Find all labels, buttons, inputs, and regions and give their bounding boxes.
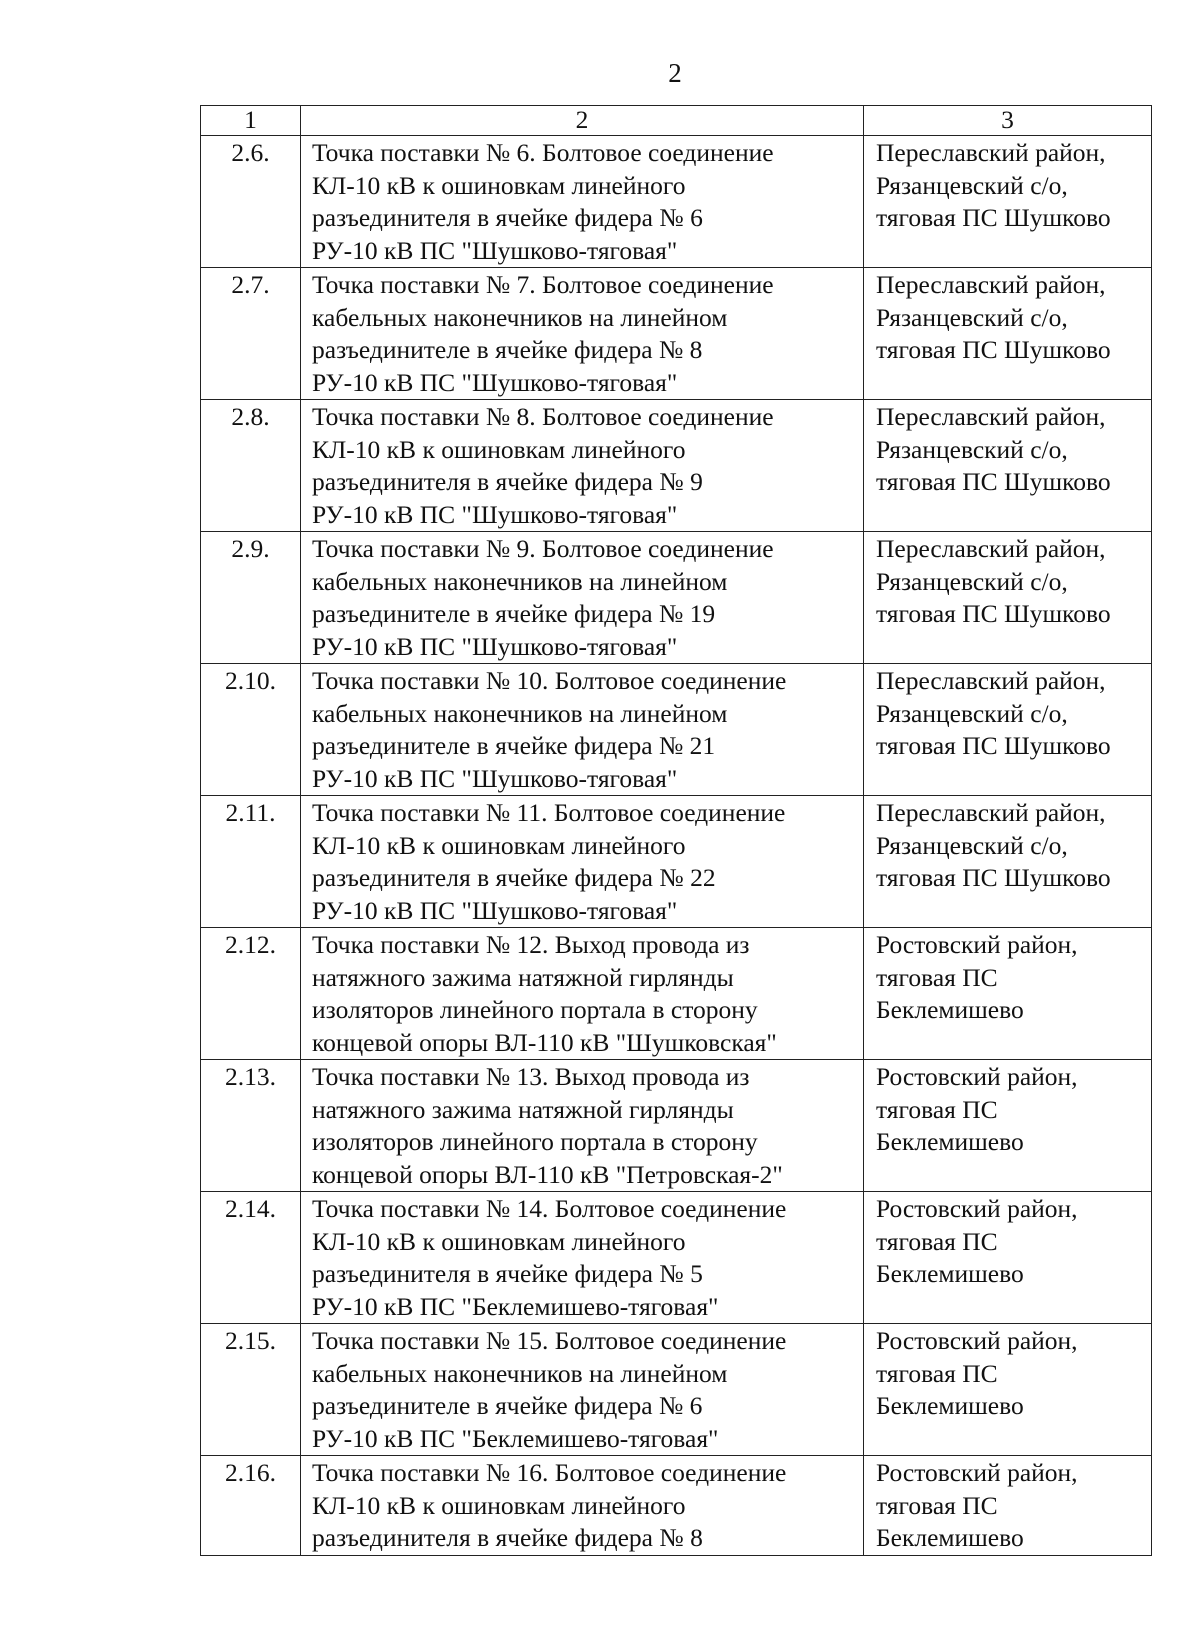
row-number: 2.14. bbox=[225, 1194, 276, 1223]
delivery-point-description: Точка поставки № 14. Болтовое соединение КЛ-10 кВ к ошиновкам линейного разъединителя в ячейке фидера № 5 РУ-10 кВ ПС "Беклемишево-тяговая" bbox=[312, 1194, 787, 1321]
row-number: 2.16. bbox=[225, 1458, 276, 1487]
delivery-point-description: Точка поставки № 13. Выход провода из натяжного зажима натяжной гирлянды изоляторов линейного портала в сторону концевой опоры ВЛ-110 кВ "Петровская-2" bbox=[312, 1062, 783, 1189]
table-row bbox=[201, 1192, 1152, 1324]
row-number: 2.7. bbox=[231, 270, 270, 299]
delivery-point-location: Переславский район, Рязанцевский с/о, тяговая ПС Шушково bbox=[876, 270, 1111, 364]
row-number: 2.12. bbox=[225, 930, 276, 959]
delivery-point-location: Ростовский район, тяговая ПС Беклемишево bbox=[876, 1458, 1078, 1552]
table-header-row bbox=[201, 106, 1152, 136]
column-header-2: 2 bbox=[301, 106, 864, 136]
table-row bbox=[201, 400, 1152, 532]
row-number: 2.15. bbox=[225, 1326, 276, 1355]
delivery-point-location: Ростовский район, тяговая ПС Беклемишево bbox=[876, 1326, 1078, 1420]
column-header-1: 1 bbox=[201, 106, 301, 136]
delivery-point-description: Точка поставки № 8. Болтовое соединение КЛ-10 кВ к ошиновкам линейного разъединителя в ячейке фидера № 9 РУ-10 кВ ПС "Шушково-тяговая" bbox=[312, 402, 774, 529]
table-row bbox=[201, 268, 1152, 400]
table-row bbox=[201, 1456, 1152, 1556]
delivery-points-table bbox=[200, 105, 1152, 1556]
delivery-point-location: Ростовский район, тяговая ПС Беклемишево bbox=[876, 930, 1078, 1024]
row-number: 2.10. bbox=[225, 666, 276, 695]
delivery-point-location: Переславский район, Рязанцевский с/о, тяговая ПС Шушково bbox=[876, 666, 1111, 760]
delivery-point-description: Точка поставки № 6. Болтовое соединение КЛ-10 кВ к ошиновкам линейного разъединителя в ячейке фидера № 6 РУ-10 кВ ПС "Шушково-тяговая" bbox=[312, 138, 774, 265]
delivery-point-location: Переславский район, Рязанцевский с/о, тяговая ПС Шушково bbox=[876, 138, 1111, 232]
table-row bbox=[201, 1324, 1152, 1456]
table-row bbox=[201, 796, 1152, 928]
delivery-point-description: Точка поставки № 11. Болтовое соединение КЛ-10 кВ к ошиновкам линейного разъединителя в ячейке фидера № 22 РУ-10 кВ ПС "Шушково-тяговая" bbox=[312, 798, 786, 925]
delivery-point-location: Переславский район, Рязанцевский с/о, тяговая ПС Шушково bbox=[876, 534, 1111, 628]
table-row bbox=[201, 928, 1152, 1060]
row-number: 2.11. bbox=[225, 798, 276, 827]
delivery-point-description: Точка поставки № 12. Выход провода из натяжного зажима натяжной гирлянды изоляторов линейного портала в сторону концевой опоры ВЛ-110 кВ "Шушковская" bbox=[312, 930, 777, 1057]
row-number: 2.13. bbox=[225, 1062, 276, 1091]
row-number: 2.8. bbox=[231, 402, 270, 431]
delivery-point-location: Ростовский район, тяговая ПС Беклемишево bbox=[876, 1194, 1078, 1288]
table-row bbox=[201, 664, 1152, 796]
table-row bbox=[201, 1060, 1152, 1192]
column-header-3: 3 bbox=[864, 106, 1152, 136]
page-number: 2 bbox=[668, 58, 682, 88]
table-row bbox=[201, 136, 1152, 268]
delivery-point-location: Ростовский район, тяговая ПС Беклемишево bbox=[876, 1062, 1078, 1156]
delivery-point-description: Точка поставки № 9. Болтовое соединение кабельных наконечников на линейном разъединителе в ячейке фидера № 19 РУ-10 кВ ПС "Шушково-тяговая" bbox=[312, 534, 774, 661]
delivery-point-description: Точка поставки № 10. Болтовое соединение кабельных наконечников на линейном разъединителе в ячейке фидера № 21 РУ-10 кВ ПС "Шушково-тяговая" bbox=[312, 666, 787, 793]
row-number: 2.9. bbox=[231, 534, 270, 563]
delivery-point-location: Переславский район, Рязанцевский с/о, тяговая ПС Шушково bbox=[876, 402, 1111, 496]
delivery-point-description: Точка поставки № 7. Болтовое соединение кабельных наконечников на линейном разъединителе в ячейке фидера № 8 РУ-10 кВ ПС "Шушково-тяговая" bbox=[312, 270, 774, 397]
row-number: 2.6. bbox=[231, 138, 270, 167]
delivery-point-description: Точка поставки № 15. Болтовое соединение кабельных наконечников на линейном разъединителе в ячейке фидера № 6 РУ-10 кВ ПС "Беклемишево-тяговая" bbox=[312, 1326, 787, 1453]
delivery-point-location: Переславский район, Рязанцевский с/о, тяговая ПС Шушково bbox=[876, 798, 1111, 892]
delivery-point-description: Точка поставки № 16. Болтовое соединение КЛ-10 кВ к ошиновкам линейного разъединителя в ячейке фидера № 8 bbox=[312, 1458, 787, 1552]
table-row bbox=[201, 532, 1152, 664]
